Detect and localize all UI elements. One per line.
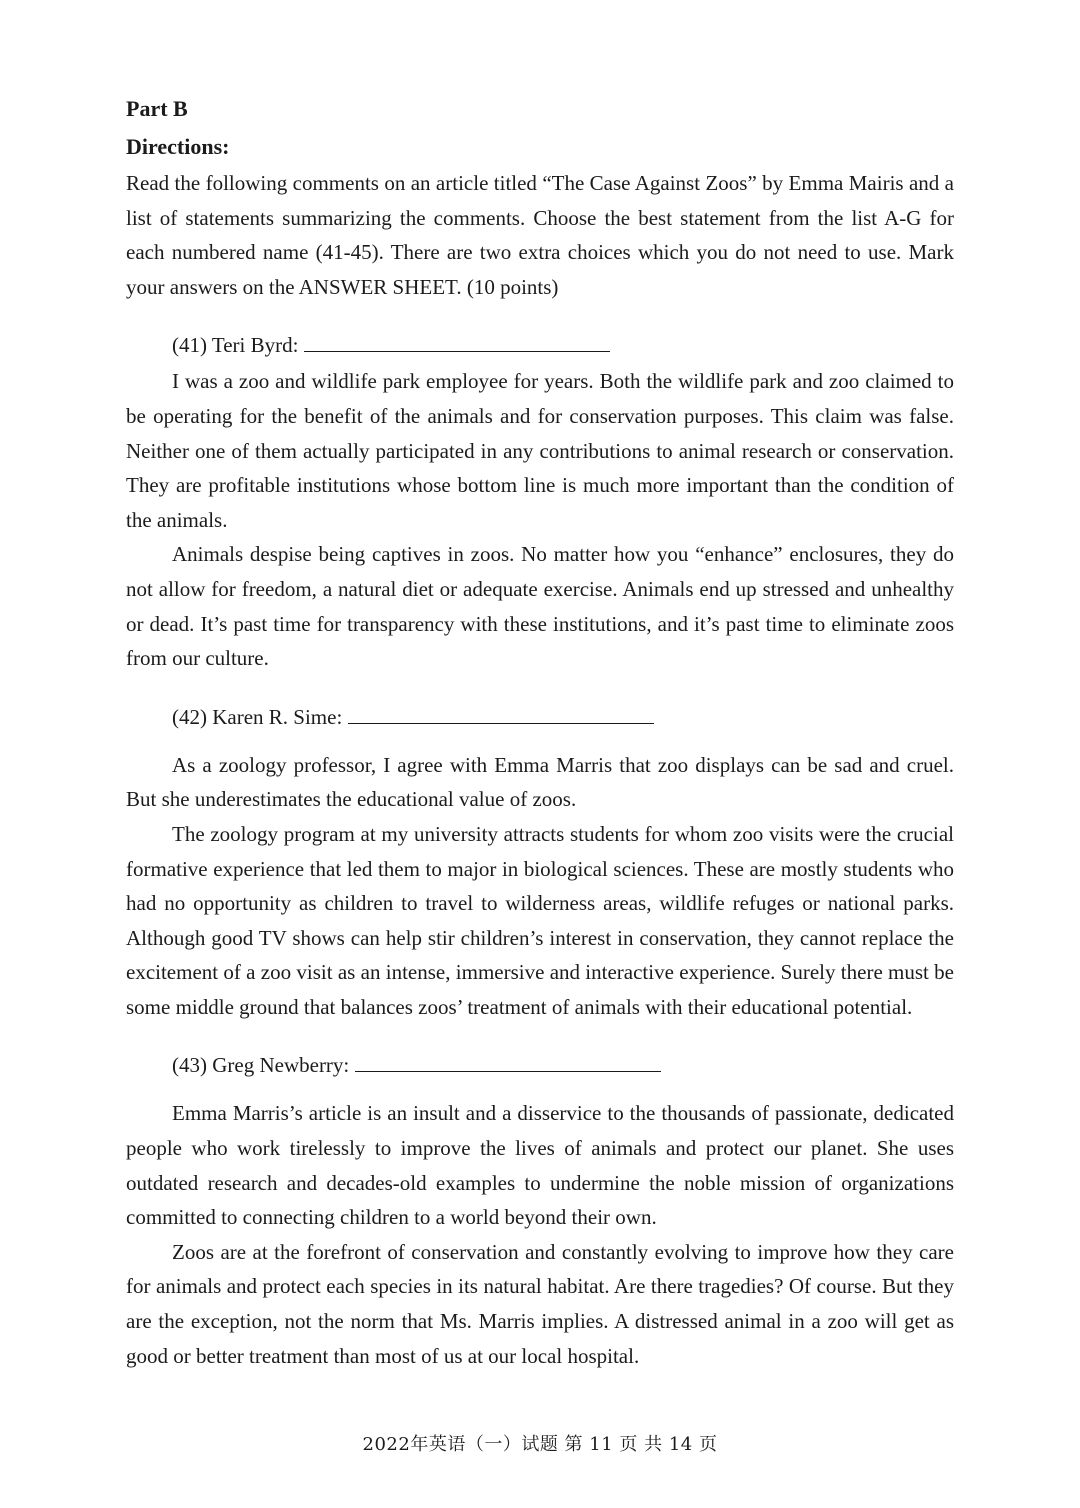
comment-header [126,328,954,362]
part-title: Part B [126,96,188,121]
comment-42 [126,700,954,1025]
directions-text: Read the following comments on an article titled “The Case Against Zoos” by Emma Mairis and a list of statements summarizing the comments. Choose the best statement from the list A-G for each numbered name (41-45). There are two extra choices which you do not need to use. Mark your answers on the ANSWER SHEET. (10 points) [126,171,954,299]
answer-blank [355,1051,661,1072]
page-footer: 2022年英语（一）试题 第 11 页 共 14 页 [362,1434,718,1455]
directions-label: Directions: [126,134,230,159]
comment-header [126,1048,954,1082]
comment-41 [126,328,954,675]
comment-paragraph: Animals despise being captives in zoos. No matter how you “enhance” enclosures, they do not allow for freedom, a natural diet or adequate exercise. Animals end up stressed and unhealthy or dead. It’s past time for transparency with these institutions, and it’s past time to eliminate zoos from our culture. [126,542,954,671]
comment-paragraph: The zoology program at my university attracts students for whom zoo visits were the crucial formative experience that led them to major in biological sciences. These are mostly students who had no opportunity as children to travel to wilderness areas, wildlife refuges or national parks. Although good TV shows can help stir children’s interest in conservation, they cannot replace the excitement of a zoo visit as an intense, immersive and interactive experience. Surely there must be some middle ground that balances zoos’ treatment of animals with their educational potential. [126,821,954,1019]
comment-paragraph: Zoos are at the forefront of conservation and constantly evolving to improve how they care for animals and protect each species in its natural habitat. Are there tragedies? Of course. But they are the exception, not the norm that Ms. Marris implies. A distressed animal in a zoo will get as good or better treatment than most of us at our local hospital. [126,1239,954,1368]
comment-paragraph: I was a zoo and wildlife park employee for years. Both the wildlife park and zoo claimed to be operating for the benefit of the animals and for conservation purposes. This claim was false. Neither one of them actually participated in any contributions to animal research or conservation. They are profitable institutions whose bottom line is much more important than the condition of the animals. [126,369,954,532]
comment-paragraph: Emma Marris’s article is an insult and a disservice to the thousands of passionate, dedicated people who work tirelessly to improve the lives of animals and protect our planet. She uses outdated research and decades-old examples to undermine the noble mission of organizations committed to connecting children to a world beyond their own. [126,1101,954,1230]
comment-name: (41) Teri Byrd: [172,333,299,358]
comment-header [126,700,954,734]
comment-name: (42) Karen R. Sime: [172,704,343,729]
exam-page [126,92,954,1373]
answer-blank [348,703,654,724]
comment-paragraph: As a zoology professor, I agree with Emma Marris that zoo displays can be sad and cruel. But she underestimates the educational value of zoos. [126,752,954,812]
comment-name: (43) Greg Newberry: [172,1053,350,1078]
comment-43 [126,1048,954,1373]
answer-blank [304,331,610,352]
